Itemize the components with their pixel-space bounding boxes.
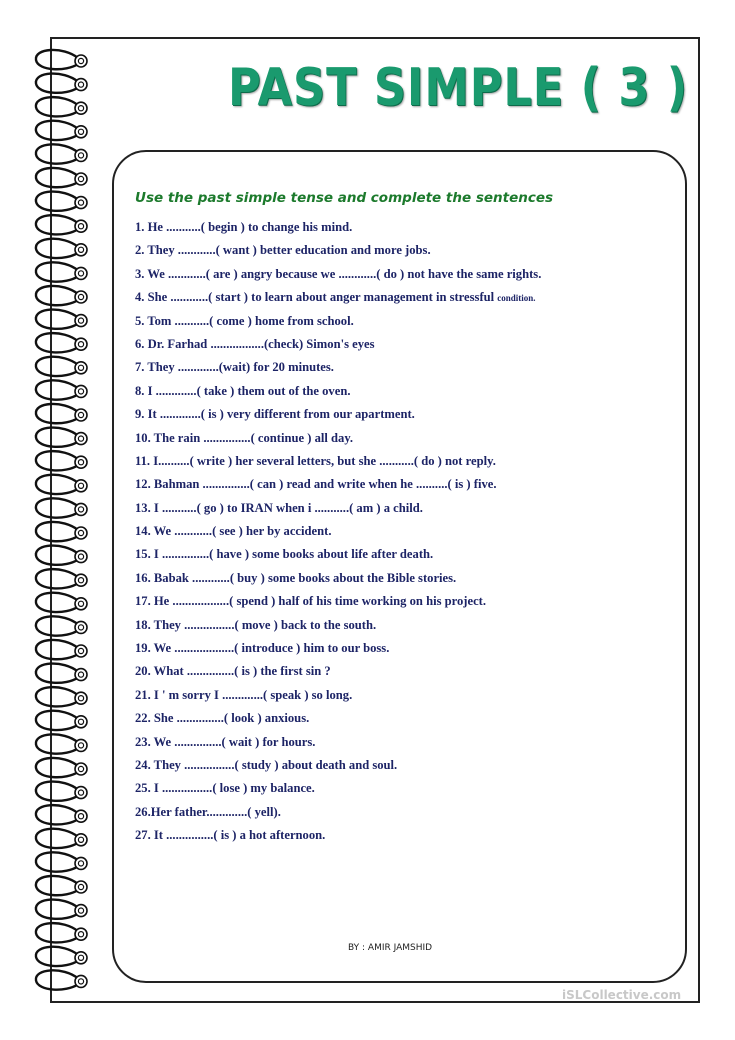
spiral-ring <box>36 569 87 588</box>
spiral-ring <box>36 829 87 848</box>
sentence-item <box>135 570 541 593</box>
sentence-item <box>135 617 541 640</box>
spiral-ring <box>36 192 87 211</box>
spiral-ring <box>36 970 87 989</box>
spiral-ring <box>36 734 87 753</box>
sentence-text: 1. He ...........( begin ) to change his mind. <box>135 220 353 234</box>
spiral-ring <box>36 640 87 659</box>
spiral-ring <box>36 121 87 140</box>
spiral-ring <box>36 380 87 399</box>
spiral-ring <box>36 782 87 801</box>
sentence-text: 4. She ............( start ) to learn about anger management in stressful <box>135 290 495 305</box>
spiral-ring <box>36 451 87 470</box>
sentence-list <box>135 219 541 851</box>
sentence-text: 13. I ...........( go ) to IRAN when i ...........( am ) a child. <box>135 500 423 515</box>
spiral-ring <box>36 876 87 895</box>
spiral-ring <box>36 357 87 376</box>
spiral-ring <box>36 475 87 494</box>
sentence-item <box>135 289 541 312</box>
sentence-item <box>135 523 541 546</box>
spiral-ring <box>36 900 87 919</box>
sentence-text: 19. We ...................( introduce ) him to our boss. <box>135 641 390 656</box>
spiral-ring <box>36 687 87 706</box>
sentence-item <box>135 804 541 827</box>
sentence-item <box>135 266 541 289</box>
sentence-item <box>135 546 541 569</box>
spiral-ring <box>36 428 87 447</box>
sentence-item <box>135 734 541 757</box>
spiral-ring <box>36 664 87 683</box>
spiral-ring <box>36 522 87 541</box>
spiral-ring <box>36 333 87 352</box>
sentence-item <box>135 359 541 382</box>
sentence-item <box>135 593 541 616</box>
spiral-binding <box>28 40 98 1000</box>
sentence-text: 12. Bahman ...............( can ) read and write when he ..........( is ) five. <box>135 477 497 492</box>
sentence-item <box>135 780 541 803</box>
sentence-text: 14. We ............( see ) her by accident. <box>135 524 332 539</box>
spiral-ring <box>36 711 87 730</box>
sentence-text: 26.Her father.............( yell). <box>135 804 281 819</box>
sentence-item <box>135 827 541 850</box>
sentence-item <box>135 663 541 686</box>
spiral-ring <box>36 310 87 329</box>
sentence-item <box>135 500 541 523</box>
spiral-ring <box>36 498 87 517</box>
sentence-text: 7. They .............(wait) for 20 minutes. <box>135 360 334 375</box>
sentence-item <box>135 242 541 265</box>
sentence-item <box>135 640 541 663</box>
spiral-ring <box>36 616 87 635</box>
sentence-text: 6. Dr. Farhad .................(check) Simon's eyes <box>135 336 375 351</box>
sentence-text: 2. They ............( want ) better education and more jobs. <box>135 243 431 258</box>
sentence-text: 3. We ............( are ) angry because we ............( do ) not have the same rights. <box>135 266 542 281</box>
sentence-text: 27. It ...............( is ) a hot afternoon. <box>135 828 326 843</box>
sentence-item <box>135 430 541 453</box>
page-title: PAST SIMPLE ( 3 ) <box>228 58 689 118</box>
sentence-item <box>135 336 541 359</box>
spiral-ring <box>36 758 87 777</box>
sentence-item <box>135 476 541 499</box>
spiral-ring <box>36 947 87 966</box>
sentence-text: 22. She ...............( look ) anxious. <box>135 711 310 726</box>
sentence-text: 23. We ...............( wait ) for hours. <box>135 734 316 749</box>
spiral-ring <box>36 144 87 163</box>
spiral-ring <box>36 215 87 234</box>
spiral-ring <box>36 168 87 187</box>
sentence-text: 11. I..........( write ) her several letters, but she ...........( do ) not reply. <box>135 453 496 468</box>
spiral-ring <box>36 546 87 565</box>
sentence-item <box>135 219 541 242</box>
sentence-item <box>135 757 541 780</box>
sentence-text: 21. I ' m sorry I .............( speak ) so long. <box>135 687 353 702</box>
sentence-item <box>135 313 541 336</box>
sentence-item <box>135 406 541 429</box>
sentence-item <box>135 687 541 710</box>
sentence-text: 25. I ................( lose ) my balance. <box>135 781 315 796</box>
sentence-text: 24. They ................( study ) about death and soul. <box>135 757 398 772</box>
sentence-text: 15. I ...............( have ) some books about life after death. <box>135 547 434 562</box>
sentence-text: 16. Babak ............( buy ) some books about the Bible stories. <box>135 570 457 585</box>
spiral-ring <box>36 923 87 942</box>
spiral-ring <box>36 239 87 258</box>
sentence-item <box>135 710 541 733</box>
spiral-ring <box>36 74 87 93</box>
sentence-item <box>135 383 541 406</box>
instruction-text: Use the past simple tense and complete the sentences <box>135 190 554 206</box>
spiral-ring <box>36 286 87 305</box>
author-credit: BY : AMIR JAMSHID <box>348 943 433 953</box>
spiral-ring <box>36 404 87 423</box>
sentence-text: 9. It .............( is ) very different from our apartment. <box>135 407 415 422</box>
sentence-text: 5. Tom ...........( come ) home from school. <box>135 313 354 328</box>
sentence-text: 8. I .............( take ) them out of the oven. <box>135 383 351 398</box>
watermark: iSLCollective.com <box>562 988 682 1002</box>
spiral-ring <box>36 593 87 612</box>
sentence-text: 10. The rain ...............( continue ) all day. <box>135 430 354 445</box>
spiral-ring <box>36 97 87 116</box>
sentence-text: 18. They ................( move ) back to the south. <box>135 617 377 632</box>
sentence-item <box>135 453 541 476</box>
sentence-text: 17. He ..................( spend ) half of his time working on his project. <box>135 594 487 609</box>
sentence-small-text: condition. <box>497 293 536 304</box>
spiral-ring <box>36 50 87 69</box>
spiral-ring <box>36 852 87 871</box>
spiral-ring <box>36 262 87 281</box>
spiral-ring <box>36 805 87 824</box>
sentence-text: 20. What ...............( is ) the first sin ? <box>135 664 331 679</box>
